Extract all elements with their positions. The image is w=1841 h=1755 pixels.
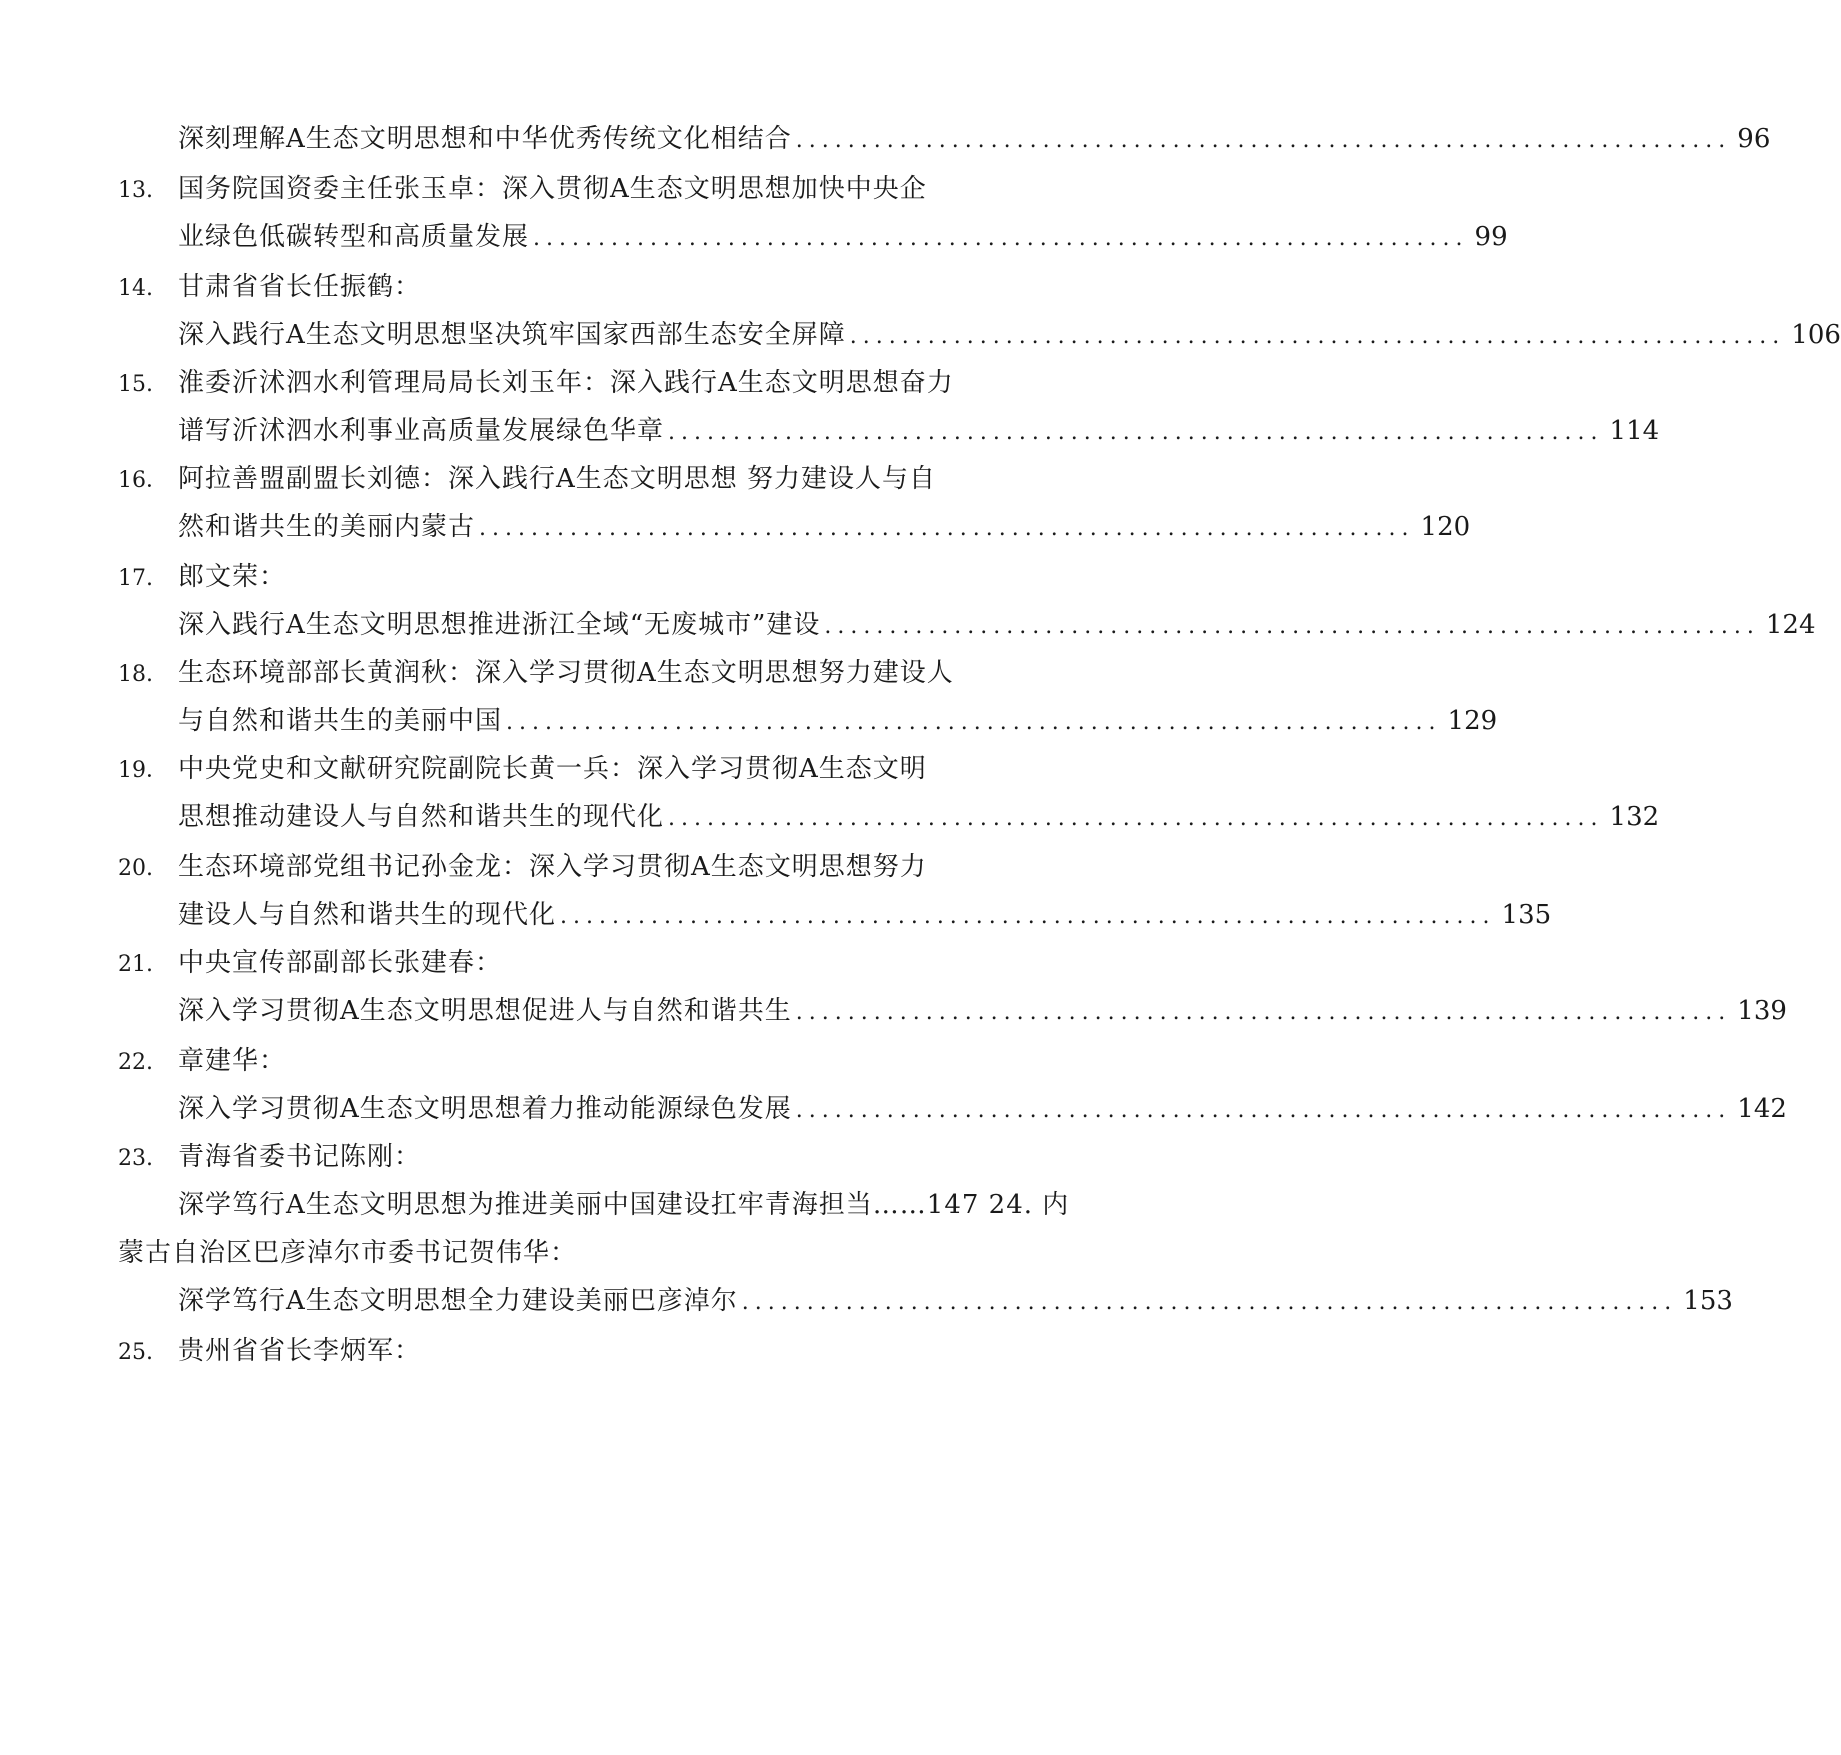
leader-dots: ........................................................................: [560, 904, 1496, 929]
toc-entry-heading[interactable]: [118, 1136, 1124, 1173]
toc-entry-title: 甘肃省省长任振鹤：: [178, 272, 422, 302]
leader-dots: ........................................................................: [668, 806, 1604, 831]
toc-page-number: 106: [1791, 320, 1841, 350]
toc-entry-title: 国务院国资委主任张玉卓：深入贯彻A生态文明思想加快中央企: [178, 174, 927, 204]
toc-entry-title: 生态环境部部长黄润秋：深入学习贯彻A生态文明思想努力建设人: [178, 658, 954, 688]
toc-entry-heading[interactable]: [118, 168, 1124, 205]
toc-entry-last-line[interactable]: [118, 410, 1660, 447]
toc-entry-number: 18.: [118, 662, 153, 687]
toc-entry-heading[interactable]: [118, 362, 1124, 399]
toc-entry-last-line[interactable]: [118, 1280, 1733, 1317]
leader-dots: ........................................................................: [479, 516, 1415, 541]
toc-entry-heading[interactable]: [118, 458, 1124, 495]
toc-page-number: 142: [1737, 1094, 1787, 1124]
toc-entry-last-line[interactable]: [118, 1088, 1787, 1125]
toc-entry-last-line[interactable]: [118, 506, 1471, 543]
toc-entry-title: 然和谐共生的美丽内蒙古: [178, 512, 476, 542]
toc-entry-title: 业绿色低碳转型和高质量发展: [178, 222, 530, 252]
toc-entry-number: 19．: [118, 758, 168, 783]
toc-page-number: 96: [1737, 124, 1771, 154]
toc-entry-heading[interactable]: [118, 942, 1124, 979]
toc-entry-title: 中央宣传部副部长张建春：: [178, 948, 503, 978]
toc-page-number: 129: [1447, 706, 1498, 736]
leader-dots: ........................................................................: [849, 324, 1786, 349]
toc-page-number: 135: [1501, 900, 1552, 930]
leader-dots: ........................................................................: [795, 1000, 1732, 1025]
toc-entry-heading[interactable]: [118, 748, 1124, 785]
toc-entry-title: 思想推动建设人与自然和谐共生的现代化: [178, 802, 665, 832]
toc-entry-heading[interactable]: [118, 266, 1124, 303]
toc-entry-number: 16．: [118, 468, 168, 493]
toc-entry-number: 15.: [118, 372, 153, 397]
toc-entry-heading[interactable]: [118, 1040, 1124, 1077]
toc-page-number: 99: [1474, 222, 1508, 252]
toc-entry-number: 21.: [118, 952, 153, 977]
toc-entry-number: 22.: [118, 1050, 153, 1075]
toc-entry-number: 17.: [118, 566, 153, 591]
toc-entry-last-line[interactable]: [118, 796, 1660, 833]
leader-dots: ........................................................................: [824, 614, 1760, 639]
toc-entry-title: 深刻理解A生态文明思想和中华优秀传统文化相结合: [178, 124, 792, 154]
toc-entry-title: 蒙古自治区巴彦淖尔市委书记贺伟华：: [118, 1238, 578, 1268]
toc-runon-line[interactable]: [118, 1184, 1124, 1221]
toc-entry-number: 13.: [118, 178, 153, 203]
toc-entry-title: 青海省委书记陈刚：: [178, 1142, 422, 1172]
toc-entry-title: 深入践行A生态文明思想推进浙江全域“无废城市”建设: [178, 610, 821, 640]
toc-entry-number: 14.: [118, 276, 153, 301]
toc-entry-last-line[interactable]: [118, 894, 1552, 931]
toc-entry-title: 淮委沂沭泗水利管理局局长刘玉年：深入践行A生态文明思想奋力: [178, 368, 954, 398]
toc-entry-number: 23.: [118, 1146, 153, 1171]
toc-entry-title: 深入学习贯彻A生态文明思想促进人与自然和谐共生: [178, 996, 792, 1026]
toc-page-number: 153: [1683, 1286, 1733, 1316]
toc-page-number: 132: [1609, 802, 1660, 832]
toc-page-number: 139: [1737, 996, 1787, 1026]
leader-dots: ........................................................................: [533, 226, 1469, 251]
toc-entry-title: 章建华：: [178, 1046, 287, 1076]
toc-entry-title: 深入学习贯彻A生态文明思想着力推动能源绿色发展: [178, 1094, 792, 1124]
toc-entry-last-line[interactable]: [118, 314, 1841, 351]
toc-entry-heading[interactable]: [118, 556, 1124, 593]
leader-dots: ........................................................................: [668, 420, 1604, 445]
toc-entry-title: 深学笃行A生态文明思想为推进美丽中国建设扛牢青海担当……147 24. 内: [178, 1190, 1070, 1220]
toc-entry-title: 贵州省省长李炳军：: [178, 1336, 422, 1366]
toc-entry-title: 郎文荣：: [178, 562, 287, 592]
toc-entry-heading[interactable]: [118, 846, 1124, 883]
leader-dots: ........................................................................: [741, 1290, 1678, 1315]
toc-runon-continuation[interactable]: [118, 1232, 1124, 1269]
toc-entry-heading[interactable]: [118, 1330, 1124, 1367]
toc-page-number: 120: [1420, 512, 1471, 542]
toc-entry-last-line[interactable]: [118, 604, 1816, 641]
toc-entry-title: 与自然和谐共生的美丽中国: [178, 706, 503, 736]
toc-entry-last-line[interactable]: [118, 990, 1787, 1027]
toc-page-number: 114: [1609, 416, 1660, 446]
toc-entry-title: 生态环境部党组书记孙金龙：深入学习贯彻A生态文明思想努力: [178, 852, 927, 882]
toc-entry-title: 谱写沂沭泗水利事业高质量发展绿色华章: [178, 416, 665, 446]
toc-page-number: 124: [1765, 610, 1816, 640]
toc-entry-number: 25.: [118, 1340, 153, 1365]
leader-dots: ........................................................................: [506, 710, 1442, 735]
toc-entry-title: 深学笃行A生态文明思想全力建设美丽巴彦淖尔: [178, 1286, 738, 1316]
toc-entry-last-line[interactable]: [118, 118, 1771, 155]
toc-entry-title: 深入践行A生态文明思想坚决筑牢国家西部生态安全屏障: [178, 320, 846, 350]
toc-entry-number: 20.: [118, 856, 153, 881]
leader-dots: ........................................................................: [795, 128, 1732, 153]
toc-entry-last-line[interactable]: [118, 216, 1508, 253]
toc-entry-title: 中央党史和文献研究院副院长黄一兵：深入学习贯彻A生态文明: [178, 754, 927, 784]
toc-entry-title: 阿拉善盟副盟长刘德：深入践行A生态文明思想 努力建设人与自: [178, 464, 937, 494]
toc-entry-last-line[interactable]: [118, 700, 1498, 737]
toc-entry-title: 建设人与自然和谐共生的现代化: [178, 900, 557, 930]
leader-dots: ........................................................................: [795, 1098, 1732, 1123]
toc-entry-heading[interactable]: [118, 652, 1124, 689]
